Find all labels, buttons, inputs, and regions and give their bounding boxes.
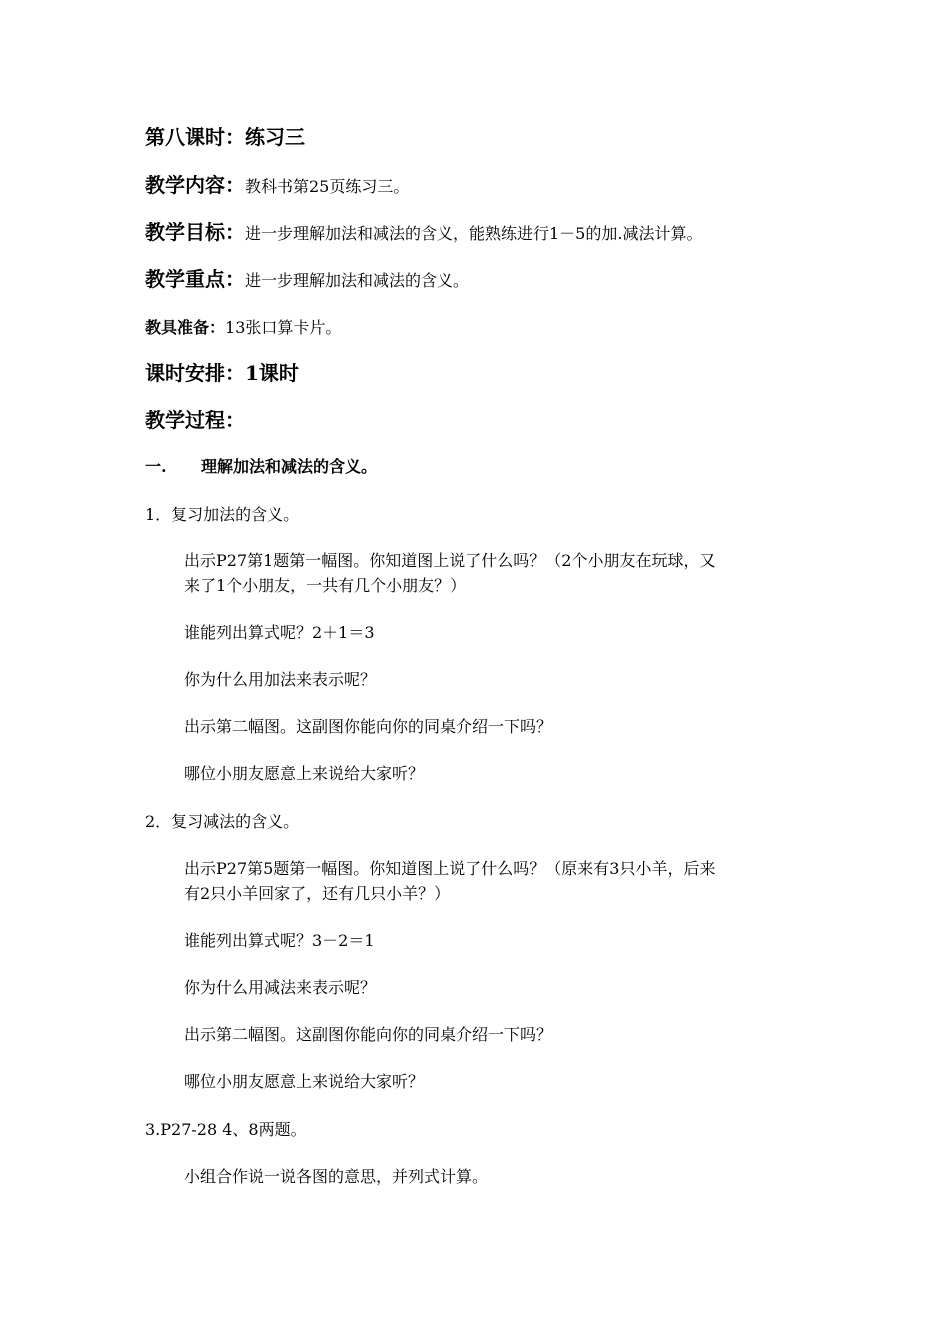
- teaching-prep-label: 教具准备：: [145, 318, 226, 337]
- teaching-key-row: [145, 269, 469, 289]
- teaching-prep-value: 13张口算卡片。: [225, 318, 342, 337]
- paragraph: 谁能列出算式呢？2＋1＝3: [184, 623, 375, 642]
- teaching-content-value: 教科书第25页练习三。: [245, 177, 410, 196]
- paragraph-line: 有2只小羊回家了，还有几只小羊？）: [184, 884, 451, 903]
- paragraph: 谁能列出算式呢？3－2＝1: [184, 931, 375, 950]
- teaching-content-row: [145, 175, 409, 195]
- paragraph-line: 出示P27第1题第一幅图。你知道图上说了什么吗？（2个小朋友在玩球，又: [184, 551, 716, 570]
- paragraph: 出示第二幅图。这副图你能向你的同桌介绍一下吗？: [184, 1025, 553, 1044]
- schedule-label: 课时安排：: [145, 361, 245, 385]
- paragraph: 哪位小朋友愿意上来说给大家听？: [184, 1072, 425, 1091]
- paragraph-line: 出示P27第5题第一幅图。你知道图上说了什么吗？（原来有3只小羊，后来: [184, 859, 716, 878]
- section-title: 理解加法和减法的含义。: [201, 457, 378, 476]
- item-heading: 3.P27-28 4、8两题。: [145, 1120, 307, 1139]
- paragraph: 哪位小朋友愿意上来说给大家听？: [184, 764, 425, 783]
- teaching-goal-row: [145, 222, 702, 242]
- teaching-goal-label: 教学目标：: [145, 220, 245, 244]
- paragraph: 小组合作说一说各图的意思，并列式计算。: [184, 1167, 489, 1186]
- schedule-value: 1课时: [245, 361, 299, 385]
- schedule-row: [145, 363, 299, 383]
- teaching-key-value: 进一步理解加法和减法的含义。: [245, 271, 470, 290]
- paragraph: 你为什么用减法来表示呢？: [184, 978, 377, 997]
- teaching-prep-row: [145, 316, 341, 336]
- teaching-goal-value: 进一步理解加法和减法的含义，能熟练进行1－5的加.减法计算。: [245, 224, 703, 243]
- item-heading: 2．复习减法的含义。: [145, 812, 300, 831]
- section-number: 一.: [145, 457, 167, 476]
- teaching-key-label: 教学重点：: [145, 267, 245, 291]
- section-heading: [145, 459, 377, 475]
- lesson-title: 第八课时：练习三: [145, 125, 305, 149]
- teaching-content-label: 教学内容：: [145, 173, 245, 197]
- teaching-process-heading: 教学过程：: [145, 408, 245, 432]
- paragraph-line: 来了1个小朋友，一共有几个小朋友？）: [184, 576, 467, 595]
- paragraph: 你为什么用加法来表示呢？: [184, 670, 377, 689]
- item-heading: 1．复习加法的含义。: [145, 505, 300, 524]
- paragraph: 出示第二幅图。这副图你能向你的同桌介绍一下吗？: [184, 717, 553, 736]
